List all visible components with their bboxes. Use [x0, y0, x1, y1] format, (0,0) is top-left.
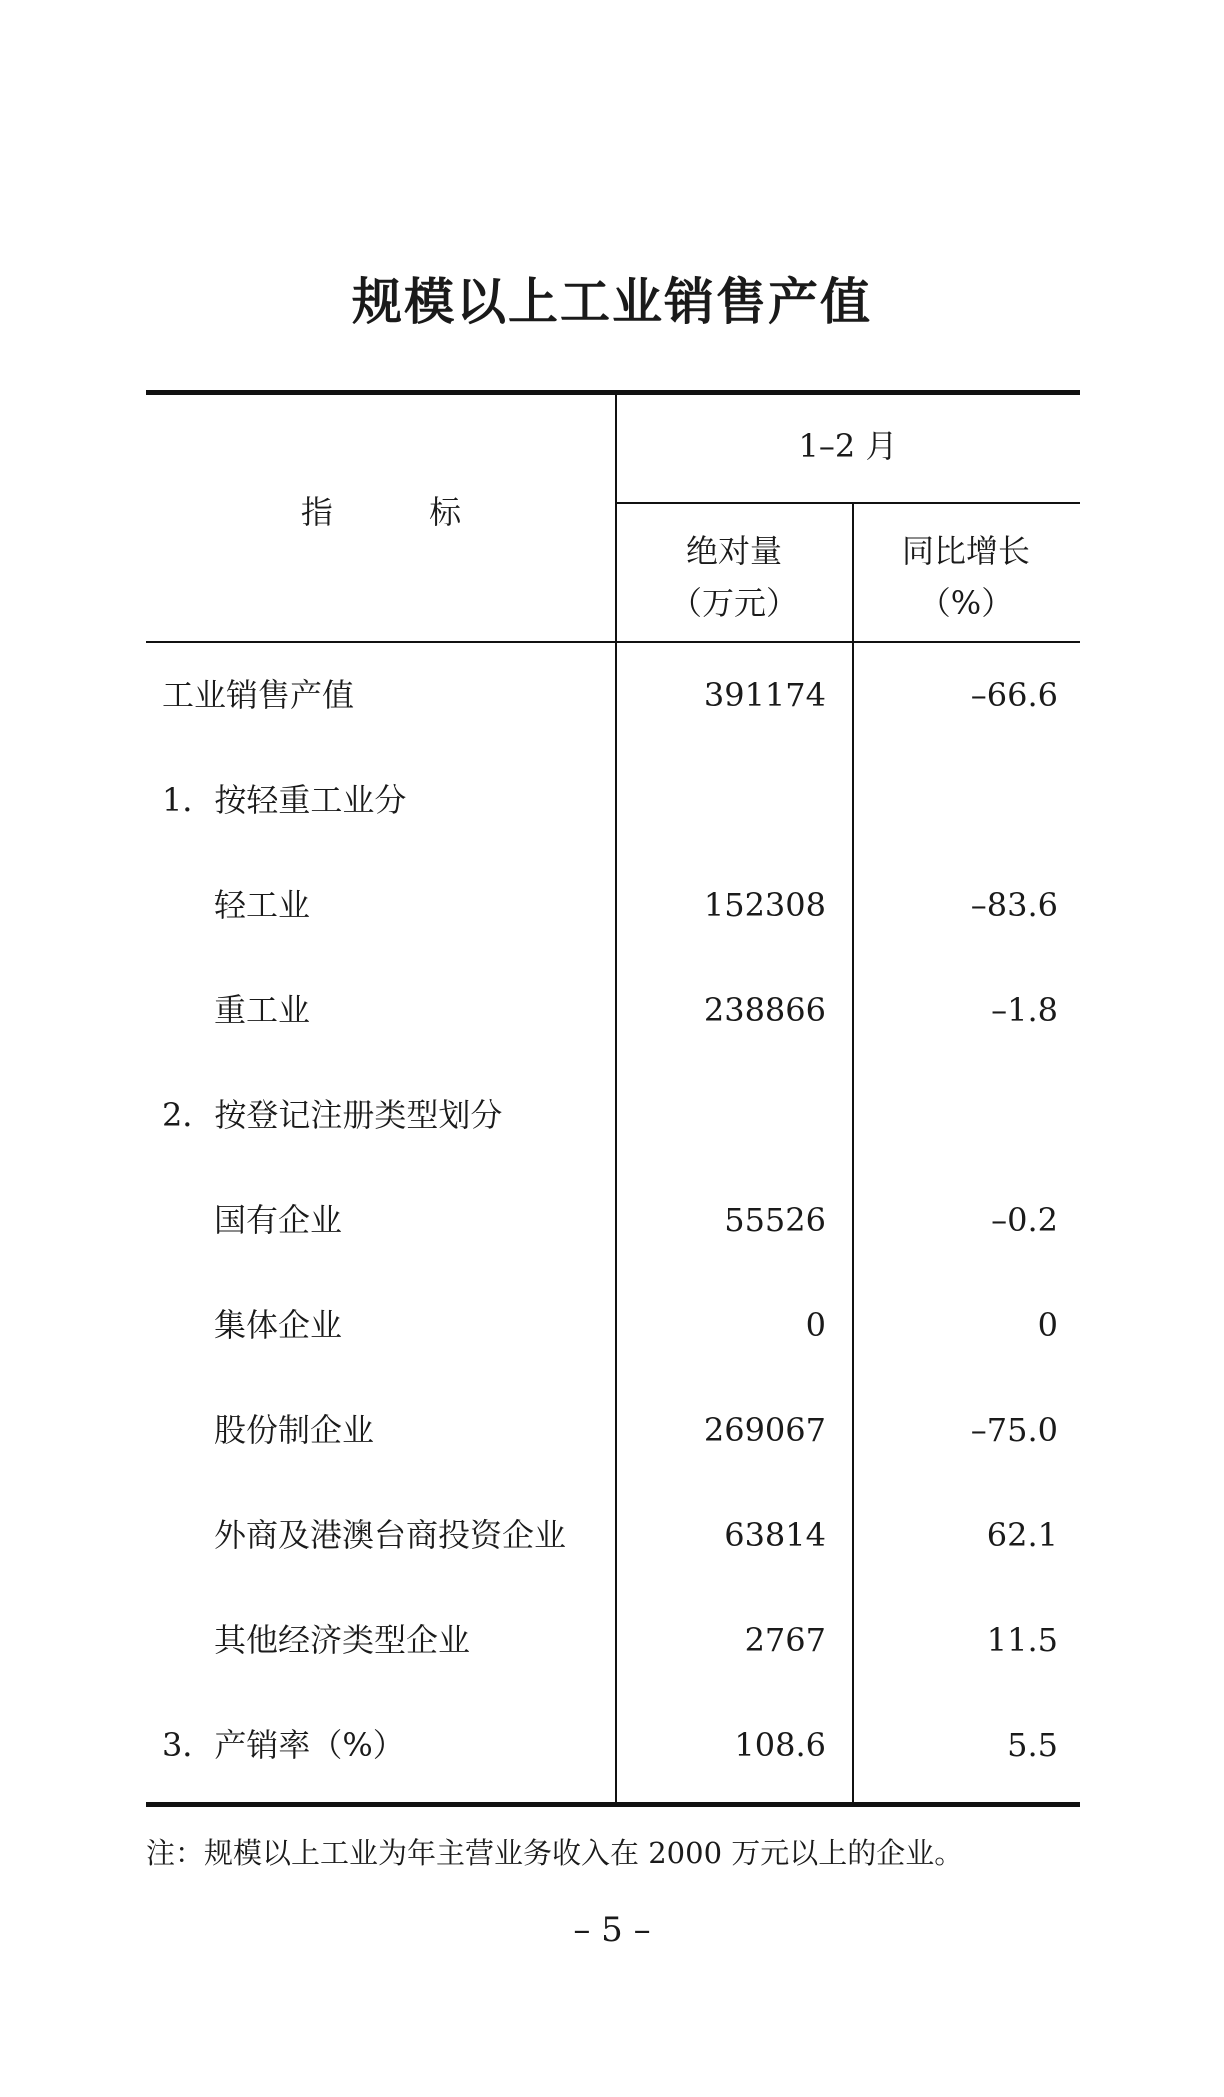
- table-row: [146, 1515, 1080, 1555]
- yoy-growth-header: [852, 525, 1080, 629]
- row-yoy: 62.1: [986, 1516, 1058, 1554]
- row-label: 3．产销率（%）: [162, 1726, 405, 1764]
- page-number: – 5 –: [573, 1910, 651, 1950]
- table-row: [146, 675, 1080, 715]
- table-row: [146, 990, 1080, 1030]
- table-row: [146, 780, 1080, 820]
- indicator-header-char-2: 标: [429, 493, 462, 531]
- absolute-value-unit: （万元）: [669, 584, 798, 622]
- indicator-header-char-1: 指: [300, 493, 333, 531]
- row-value: 108.6: [734, 1726, 826, 1764]
- row-value: 63814: [724, 1516, 826, 1554]
- row-value: 269067: [703, 1411, 826, 1449]
- row-yoy: –75.0: [970, 1411, 1058, 1449]
- row-value: 238866: [703, 991, 826, 1029]
- absolute-value-header: [616, 525, 852, 629]
- table-top-rule: [146, 390, 1080, 395]
- row-label: 集体企业: [214, 1306, 343, 1344]
- table-row: [146, 1410, 1080, 1450]
- table-row: [146, 1620, 1080, 1660]
- yoy-growth-label: 同比增长: [901, 532, 1030, 570]
- row-yoy: 5.5: [1007, 1726, 1058, 1764]
- row-label: 股份制企业: [214, 1411, 375, 1449]
- sales-output-table: [146, 390, 1080, 1807]
- row-label: 2．按登记注册类型划分: [162, 1096, 503, 1134]
- row-yoy: –66.6: [970, 676, 1058, 714]
- row-label: 工业销售产值: [162, 676, 355, 714]
- page-title: 规模以上工业销售产值: [352, 273, 872, 331]
- row-yoy: –83.6: [970, 886, 1058, 924]
- yoy-growth-unit: （%）: [918, 584, 1014, 622]
- row-value: 2767: [744, 1621, 826, 1659]
- row-value: 0: [805, 1306, 826, 1344]
- table-row: [146, 1305, 1080, 1345]
- table-row: [146, 1095, 1080, 1135]
- table-row: [146, 885, 1080, 925]
- row-label: 国有企业: [214, 1201, 343, 1239]
- header-bottom-rule: [146, 641, 1080, 643]
- row-label: 轻工业: [214, 886, 311, 924]
- row-yoy: 0: [1037, 1306, 1058, 1344]
- footnote: 注：规模以上工业为年主营业务收入在 2000 万元以上的企业。: [146, 1836, 964, 1870]
- indicator-header: [146, 492, 616, 532]
- row-yoy: –0.2: [991, 1201, 1058, 1239]
- table-row: [146, 1200, 1080, 1240]
- row-value: 152308: [703, 886, 826, 924]
- header-sub-rule: [616, 502, 1080, 504]
- row-label: 1．按轻重工业分: [162, 781, 407, 819]
- row-yoy: 11.5: [986, 1621, 1058, 1659]
- row-value: 391174: [703, 676, 826, 714]
- absolute-value-label: 绝对量: [685, 532, 782, 570]
- row-label: 外商及港澳台商投资企业: [214, 1516, 567, 1554]
- table-bottom-rule: [146, 1802, 1080, 1807]
- row-label: 重工业: [214, 991, 311, 1029]
- row-yoy: –1.8: [991, 991, 1058, 1029]
- row-label: 其他经济类型企业: [214, 1621, 471, 1659]
- table-row: [146, 1725, 1080, 1765]
- period-header: 1–2 月: [798, 427, 898, 465]
- row-value: 55526: [724, 1201, 826, 1239]
